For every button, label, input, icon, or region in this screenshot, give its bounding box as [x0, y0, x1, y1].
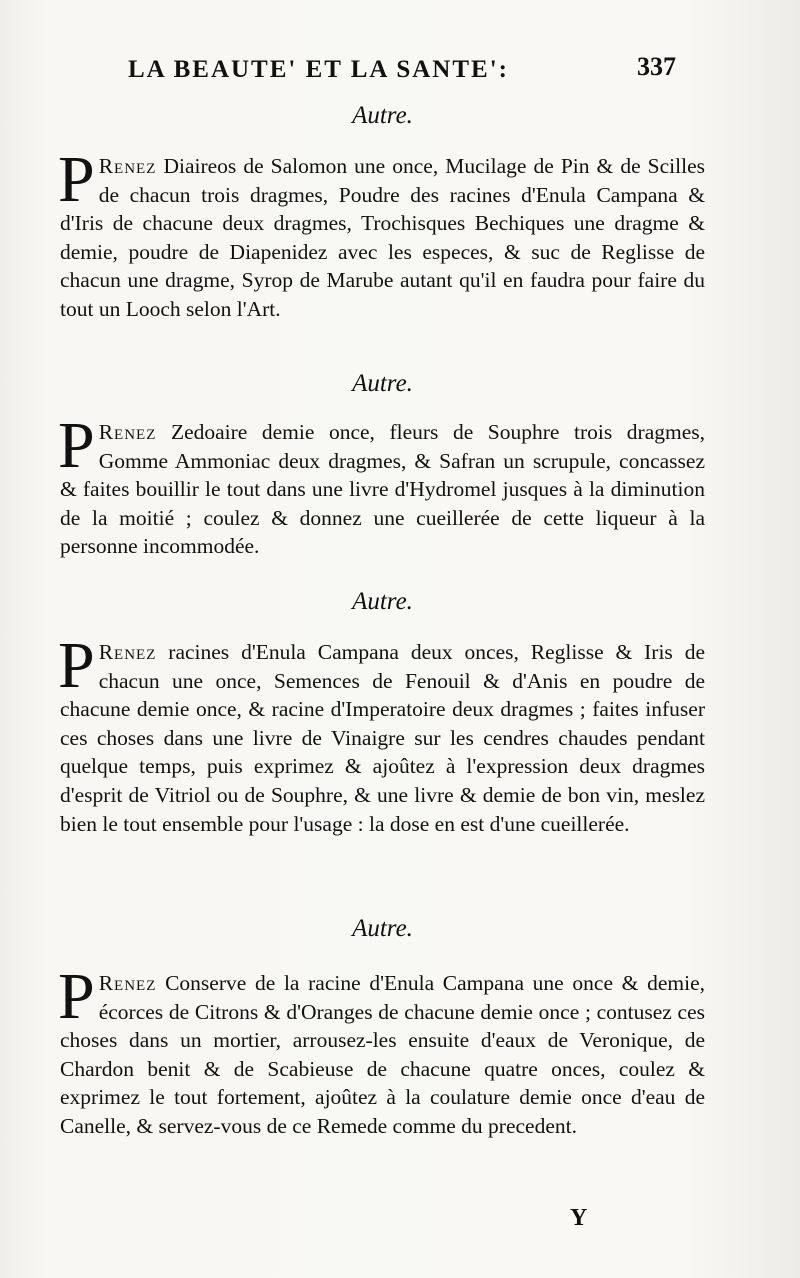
section-heading: Autre.: [352, 102, 413, 129]
drop-cap: P: [58, 629, 95, 702]
lead-word: Renez: [98, 971, 157, 995]
lead-word: Renez: [98, 154, 157, 178]
section-body: [58, 143, 705, 324]
drop-cap: P: [58, 409, 95, 482]
recipe-section-1: [60, 102, 705, 324]
recipe-section-3: [60, 588, 705, 838]
section-heading: Autre.: [352, 588, 413, 615]
drop-cap: P: [58, 960, 95, 1033]
signature-mark: Y: [570, 1205, 588, 1231]
section-body: [58, 409, 705, 561]
drop-cap: P: [58, 143, 95, 216]
section-heading: Autre.: [352, 915, 413, 942]
section-text: racines d'Enula Campana deux onces, Reglisse & Iris de chacun une once, Semences de Fenouil & d'Anis en poudre de chacune demie once, & racine d'Imperatoire deux dragmes ; faites infuser ces choses dans une livre de Vinaigre sur les cendres chaudes pendant quelque temps, puis exprimez & ajoûtez à l'expression deux dragmes d'esprit de Vitriol ou de Souphre, & une livre & demie de bon vin, meslez bien le tout ensemble pour l'usage : la dose en est d'une cueillerée.: [60, 640, 705, 836]
section-heading: Autre.: [352, 370, 413, 397]
recipe-section-2: [60, 370, 705, 561]
section-text: Conserve de la racine d'Enula Campana une once & demie, écorces de Citrons & d'Oranges de chacune demie once ; contusez ces choses dans un mortier, arrousez-les ensuite d'eaux de Veronique, de Chardon benit & de Scabieuse de chacune quatre onces, coulez & exprimez le tout fortement, ajoûtez à la coulature demie once d'eau de Canelle, & servez-vous de ce Remede comme du precedent.: [60, 971, 705, 1138]
section-body: [58, 629, 705, 838]
section-body: [58, 960, 705, 1141]
section-text: Diaireos de Salomon une once, Mucilage de Pin & de Scilles de chacun trois dragmes, Poudre des racines d'Enula Campana & d'Iris de chacune deux dragmes, Trochisques Bechiques une dragme & demie, poudre de Diapenidez avec les especes, & suc de Reglisse de chacun une dragme, Syrop de Marube autant qu'il en faudra pour faire du tout un Looch selon l'Art.: [60, 154, 705, 321]
page-number: 337: [637, 52, 676, 81]
lead-word: Renez: [98, 640, 157, 664]
running-head: LA BEAUTE' ET LA SANTE':: [128, 56, 509, 83]
section-text: Zedoaire demie once, fleurs de Souphre trois dragmes, Gomme Ammoniac deux dragmes, & Safran un scrupule, concassez & faites bouillir le tout dans une livre d'Hydromel jusques à la diminution de la moitié ; coulez & donnez une cueillerée de cette liqueur à la personne incommodée.: [60, 420, 705, 559]
recipe-section-4: [60, 915, 705, 1141]
page-header: [120, 48, 680, 88]
lead-word: Renez: [98, 420, 157, 444]
